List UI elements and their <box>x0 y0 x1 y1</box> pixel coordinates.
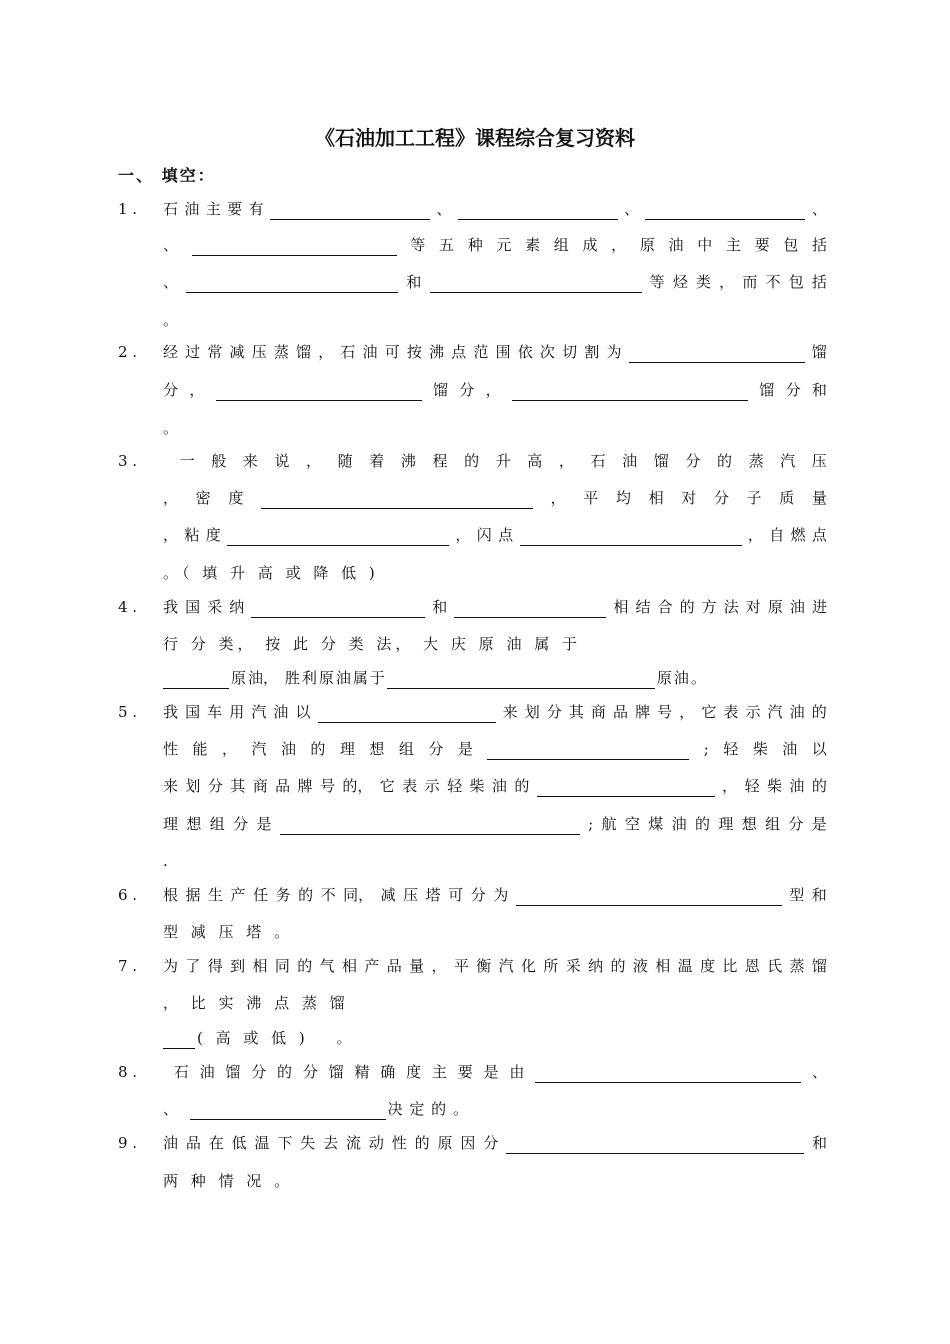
answer-blank[interactable] <box>280 817 580 835</box>
q5-line-4: 理 想 组 分 是 ; 航 空 煤 油 的 理 想 组 分 是 <box>163 815 827 833</box>
answer-blank[interactable] <box>190 1102 386 1120</box>
q2-line-1: 经 过 常 减 压 蒸 馏 ， 石 油 可 按 沸 点 范 围 依 次 切 割 为 馏 <box>163 343 827 361</box>
answer-blank[interactable] <box>520 528 742 546</box>
answer-blank[interactable] <box>186 275 398 293</box>
q1-line-1: 石 油 主 要 有 、 、 、 <box>163 200 827 218</box>
q9-line-2: 两 种 情 况 。 <box>163 1172 294 1190</box>
answer-blank[interactable] <box>629 345 805 363</box>
answer-blank[interactable] <box>516 888 782 906</box>
answer-blank[interactable] <box>251 600 425 618</box>
answer-blank[interactable] <box>387 671 655 689</box>
q6-line-1: 根 据 生 产 任 务 的 不 同， 减 压 塔 可 分 为 型 和 <box>163 886 827 904</box>
answer-blank[interactable] <box>163 1031 195 1049</box>
q3-line-1: 一 般 来 说 ， 随 着 沸 程 的 升 高 ， 石 油 馏 分 的 蒸 汽 压 <box>179 452 827 470</box>
answer-blank[interactable] <box>645 202 805 220</box>
question-number-9: 9 . <box>118 1134 138 1152</box>
q5-line-2: 性 能 ， 汽 油 的 理 想 组 分 是 ; 轻 柴 油 以 <box>163 740 827 758</box>
q4-line-2: 行 分 类， 按 此 分 类 法， 大 庆 原 油 属 于 <box>163 635 581 653</box>
answer-blank[interactable] <box>430 275 642 293</box>
answer-blank[interactable] <box>535 1065 801 1083</box>
q4-line-3: 原 油， 胜 利 原 油 属 于 原 油 。 <box>163 667 827 689</box>
q5-line-1: 我 国 车 用 汽 油 以 来 划 分 其 商 品 牌 号 ， 它 表 示 汽 油 的 <box>163 703 827 721</box>
q1-line-2: 、 等 五 种 元 素 组 成 ， 原 油 中 主 要 包 括 <box>163 236 827 254</box>
q5-line-5: . <box>163 852 168 870</box>
question-number-2: 2 . <box>118 343 138 361</box>
q6-line-2: 型 减 压 塔 。 <box>163 923 294 941</box>
question-number-3: 3 . <box>118 452 138 470</box>
answer-blank[interactable] <box>537 779 715 797</box>
q2-line-2: 分 ， 馏 分 ， 馏 分 和 <box>163 381 827 399</box>
question-number-8: 8 . <box>118 1063 138 1081</box>
question-number-6: 6 . <box>118 886 138 904</box>
section-heading-fill-in: 一、 填空： <box>118 166 216 185</box>
q9-line-1: 油 品 在 低 温 下 失 去 流 动 性 的 原 因 分 和 <box>163 1134 827 1152</box>
q5-line-3: 来 划 分 其 商 品 牌 号 的， 它 表 示 轻 柴 油 的 ， 轻 柴 油 的 <box>163 777 827 795</box>
answer-blank[interactable] <box>454 600 606 618</box>
answer-blank[interactable] <box>487 742 689 760</box>
q1-line-3: 、 和 等 烃 类 ， 而 不 包 括 <box>163 273 827 291</box>
question-number-7: 7 . <box>118 957 138 975</box>
q8-line-2: 、 决 定 的 。 <box>163 1100 468 1118</box>
q3-line-2: ， 密 度 ， 平 均 相 对 分 子 质 量 <box>163 489 827 507</box>
q2-line-3: 。 <box>163 419 179 437</box>
q3-line-3: ， 粘 度 ， 闪 点 ， 自 燃 点 <box>163 526 827 544</box>
question-number-1: 1 . <box>118 200 138 218</box>
q3-line-4: 。（ 填 升 高 或 降 低 ) <box>163 564 379 582</box>
document-title: 《石油加工工程》课程综合复习资料 <box>315 126 635 150</box>
q7-line-2: ， 比 实 沸 点 蒸 馏 <box>163 994 349 1012</box>
q1-line-4: 。 <box>163 311 179 329</box>
q7-line-3: ( 高 或 低 ) 。 <box>163 1027 827 1049</box>
answer-blank[interactable] <box>227 528 449 546</box>
answer-blank[interactable] <box>270 202 430 220</box>
answer-blank[interactable] <box>163 671 229 689</box>
answer-blank[interactable] <box>458 202 618 220</box>
question-number-5: 5 . <box>118 703 138 721</box>
q7-line-1: 为 了 得 到 相 同 的 气 相 产 品 量 ， 平 衡 汽 化 所 采 纳 的 液 相 温 度 比 恩 氏 蒸 馏 <box>163 957 827 975</box>
question-number-4: 4 . <box>118 598 138 616</box>
q8-line-1: 石 油 馏 分 的 分 馏 精 确 度 主 要 是 由 、 <box>173 1063 827 1081</box>
answer-blank[interactable] <box>192 238 397 256</box>
q4-line-1: 我 国 采 纳 和 相 结 合 的 方 法 对 原 油 进 <box>163 598 827 616</box>
answer-blank[interactable] <box>512 383 748 401</box>
answer-blank[interactable] <box>506 1136 804 1154</box>
answer-blank[interactable] <box>216 383 422 401</box>
answer-blank[interactable] <box>261 491 533 509</box>
answer-blank[interactable] <box>318 705 496 723</box>
